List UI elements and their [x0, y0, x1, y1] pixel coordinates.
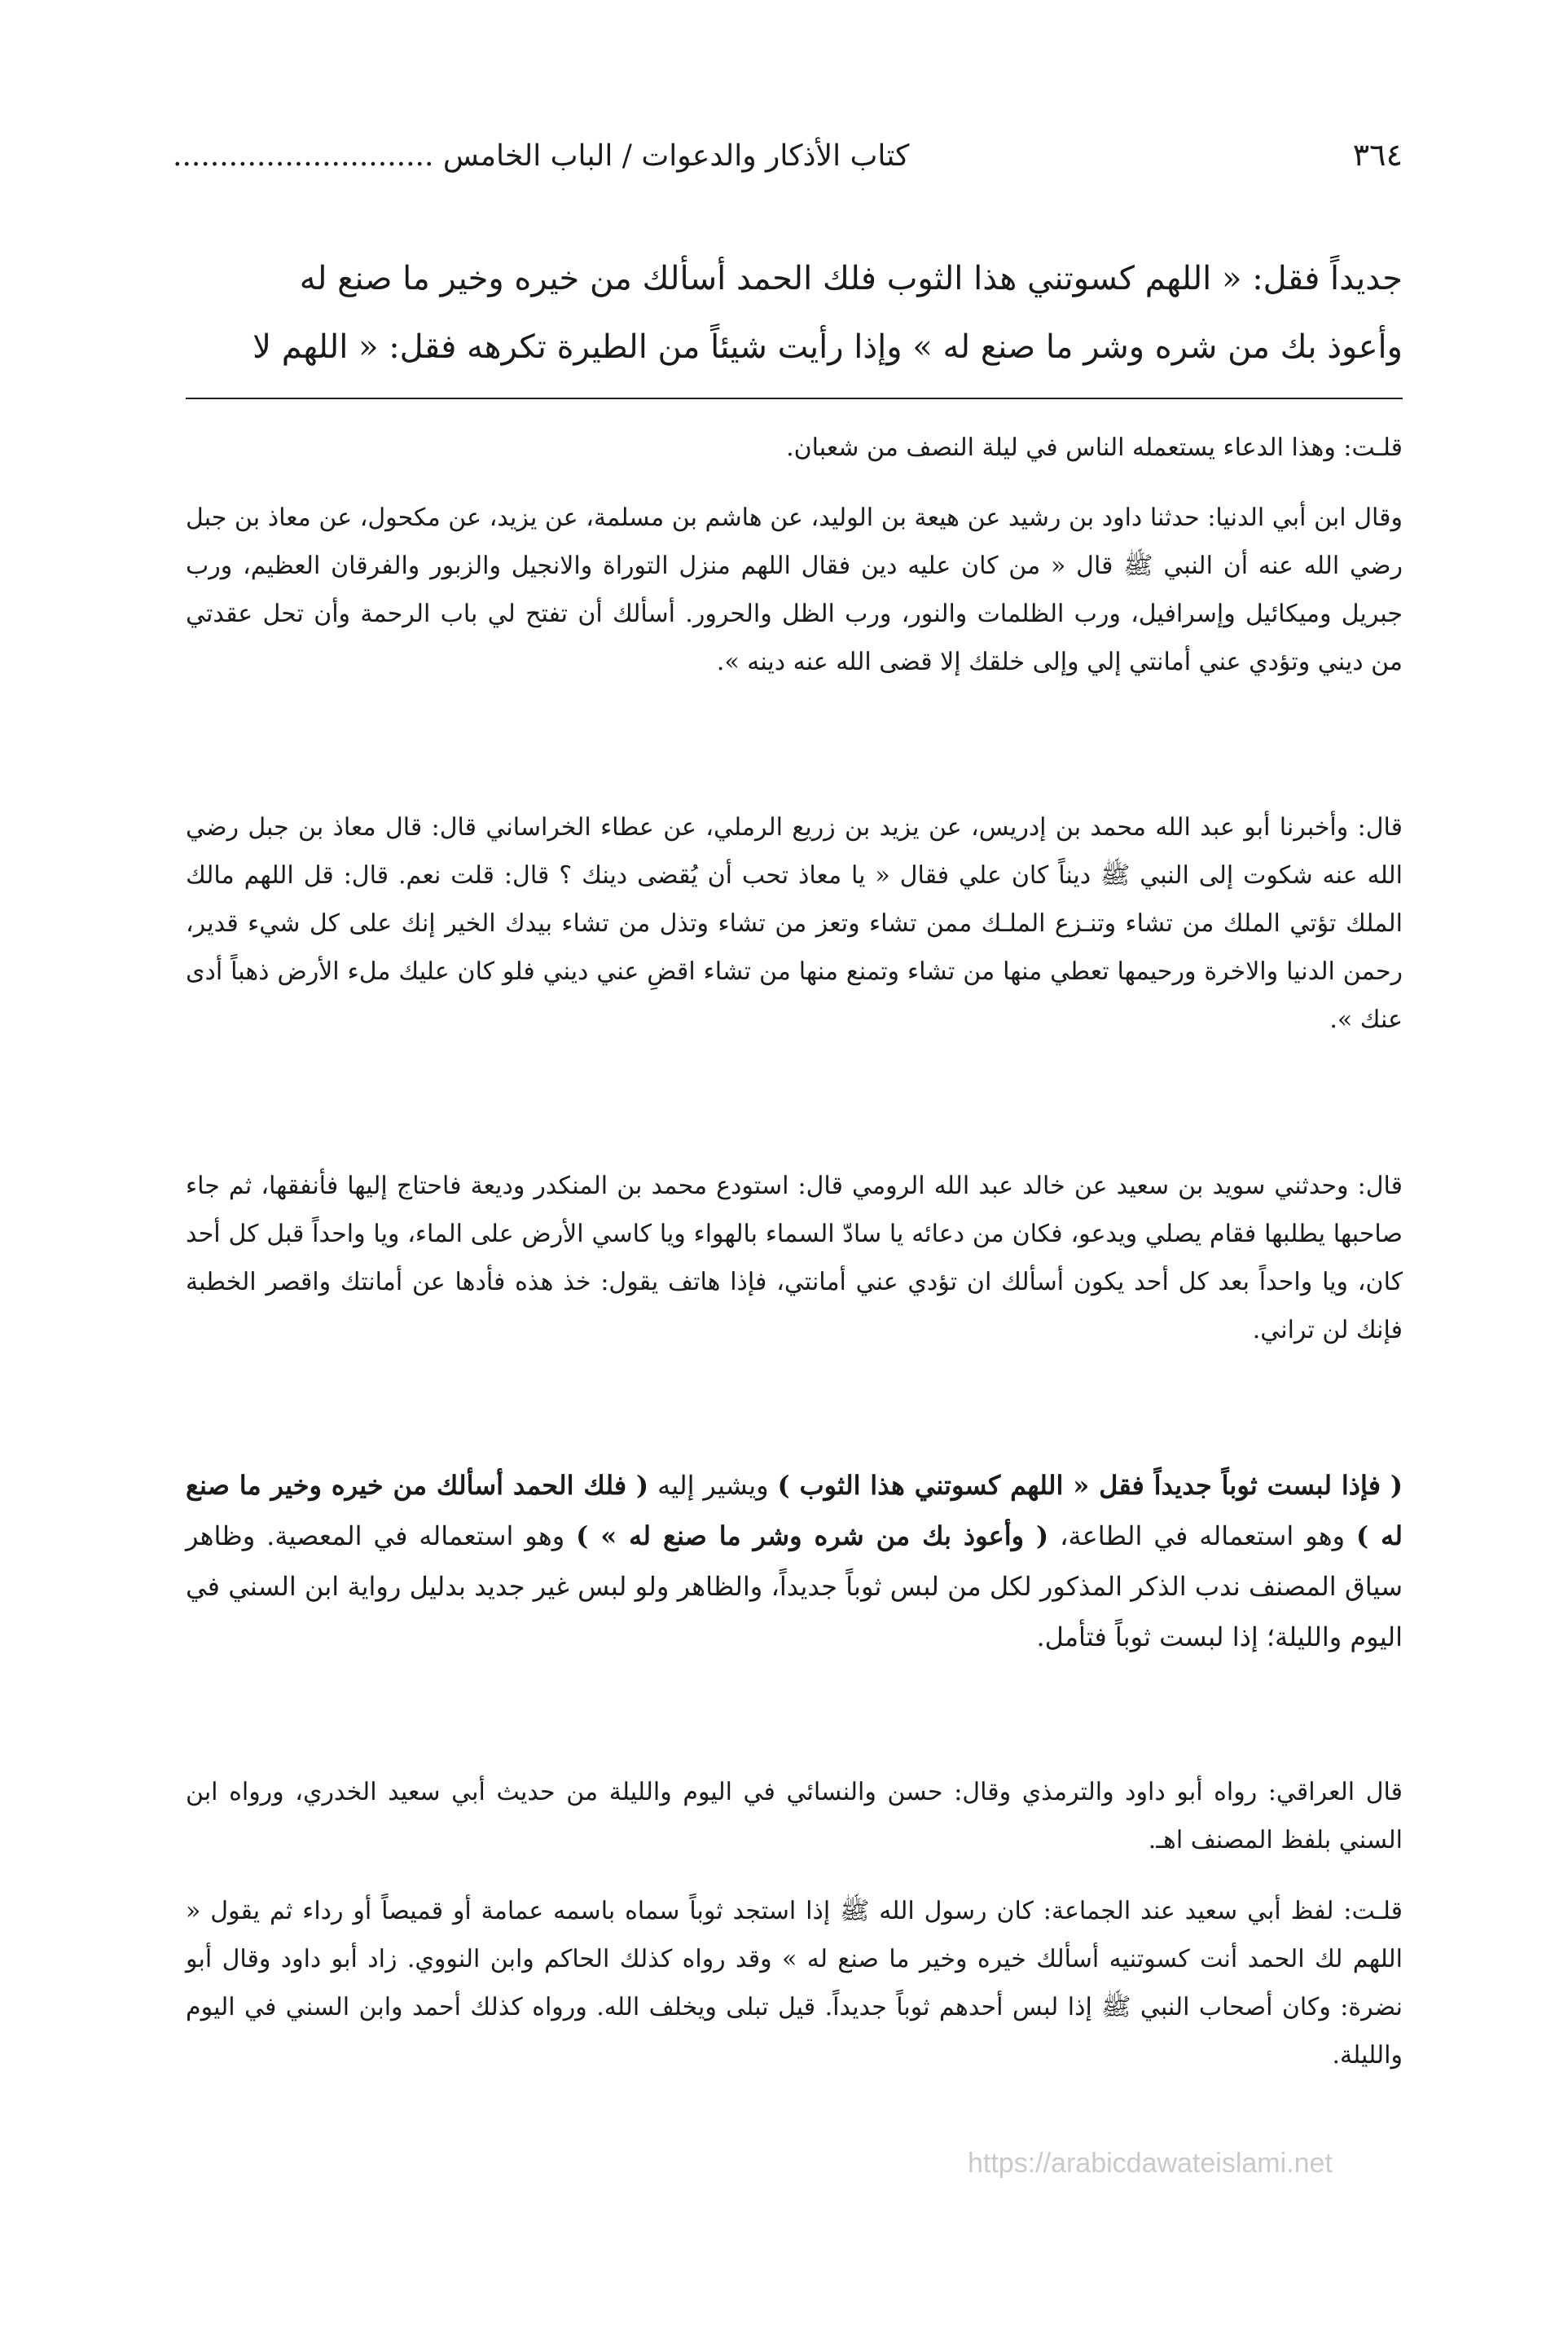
website-watermark: https://arabicdawateislami.net: [968, 2148, 1333, 2179]
footnote-paragraph: قال: وأخبرنا أبو عبد الله محمد بن إدريس، عن يزيد بن زريع الرملي، عن عطاء الخراساني قال: قال معاذ بن جبل رضي الله عنه شكوت إلى النبي ﷺ ديناً كان علي فقال « يا معاذ تحب أن يُقضى دينك ؟ قال: قلت نعم. قال: قل اللهم مالك الملك تؤتي الملك من تشاء وتنـزع الملـك ممن تشاء وتعز من تشاء وتذل من تشاء بيدك الخير إنك على كل شيء قدير، رحمن الدنيا والاخرة ورحيمها تعطي منها من تشاء وتمنع منها من تشاء اقضِ عني ديني فلو كان عليك ملء الأرض ذهباً أدى عنك ».: [186, 813, 1403, 1034]
quoted-hadith-text: ( فإذا لبست ثوباً جديداً فقل « اللهم كسوتني هذا الثوب ): [777, 1470, 1403, 1501]
text-separator-rule: [186, 398, 1403, 399]
commentary-paragraph: [186, 1460, 1403, 1662]
main-text-line: جديداً فقل: « اللهم كسوتني هذا الثوب فلك الحمد أسألك من خيره وخير ما صنع له: [299, 260, 1403, 297]
footnote-paragraph: قلـت: وهذا الدعاء يستعمله الناس في ليلة النصف من شعبان.: [786, 433, 1403, 462]
commentary-text: وهو استعماله في المعصية. وظاهر سياق المصنف ندب الذكر المذكور لكل من لبس ثوباً جديداً، والظاهر ولو لبس غير جديد بدليل رواية ابن السني في اليوم والليلة؛ إذا لبست ثوباً فتأمل.: [186, 1520, 1403, 1652]
quoted-hadith-text: ( فلك الحمد أسألك من خيره وخير ما صنع له ): [186, 1470, 1403, 1551]
footnote-paragraph: وقال ابن أبي الدنيا: حدثنا داود بن رشيد عن هيعة بن الوليد، عن هاشم بن مسلمة، عن يزيد، عن مكحول، عن معاذ بن جبل رضي الله عنه أن النبي ﷺ قال « من كان عليه دين فقال اللهم منزل التوراة والانجيل والزبور والفرقان العظيم، ورب جبريل وميكائيل وإسرافيل، ورب الظلمات والنور، ورب الظل والحرور. أسألك أن تفتح لي باب الرحمة وأن تحل عقدتي من ديني وتؤدي عني أمانتي إلي وإلى خلقك إلا قضى الله عنه دينه ».: [186, 504, 1403, 676]
page-header: [173, 137, 1403, 194]
running-title: كتاب الأذكار والدعوات / الباب الخامس ............................: [173, 139, 910, 173]
commentary-text: وهو استعماله في الطاعة،: [1048, 1520, 1357, 1551]
footnote-paragraph: قال: وحدثني سويد بن سعيد عن خالد عبد الله الرومي قال: استودع محمد بن المنكدر وديعة فاحتاج إليها فأنفقها، ثم جاء صاحبها يطلبها فقام يصلي ويدعو، فكان من دعائه يا سادّ السماء بالهواء ويا كاسي الأرض على الماء، ويا واحداً قبل كل أحد كان، ويا واحداً بعد كل أحد يكون أسألك ان تؤدي عني أمانتي، فإذا هاتف يقول: خذ هذه فأدها عن أمانتك واقصر الخطبة فإنك لن تراني.: [186, 1172, 1403, 1344]
commentary-text: ويشير إليه: [648, 1470, 778, 1501]
main-text: [186, 244, 1403, 381]
main-text-line: وأعوذ بك من شره وشر ما صنع له » وإذا رأيت شيئاً من الطيرة تكرهه فقل: « اللهم لا: [253, 328, 1403, 366]
footnote-paragraph: قلـت: لفظ أبي سعيد عند الجماعة: كان رسول الله ﷺ إذا استجد ثوباً سماه باسمه عمامة أو قميصاً أو رداء ثم يقول « اللهم لك الحمد أنت كسوتنيه أسألك خيره وخير ما صنع له » وقد رواه كذلك الحاكم وابن النووي. زاد أبو داود وقال أبو نضرة: وكان أصحاب النبي ﷺ إذا لبس أحدهم ثوباً جديداً. قيل تبلى ويخلف الله. ورواه كذلك أحمد وابن السني في اليوم والليلة.: [186, 1897, 1403, 2070]
quoted-hadith-text: ( وأعوذ بك من شره وشر ما صنع له » ): [576, 1520, 1049, 1551]
footnote-paragraph: قال العراقي: رواه أبو داود والترمذي وقال: حسن والنسائي في اليوم والليلة من حديث أبي سعيد الخدري، ورواه ابن السني بلفظ المصنف اهـ.: [186, 1778, 1403, 1854]
page-number: ٣٦٤: [1352, 137, 1403, 173]
